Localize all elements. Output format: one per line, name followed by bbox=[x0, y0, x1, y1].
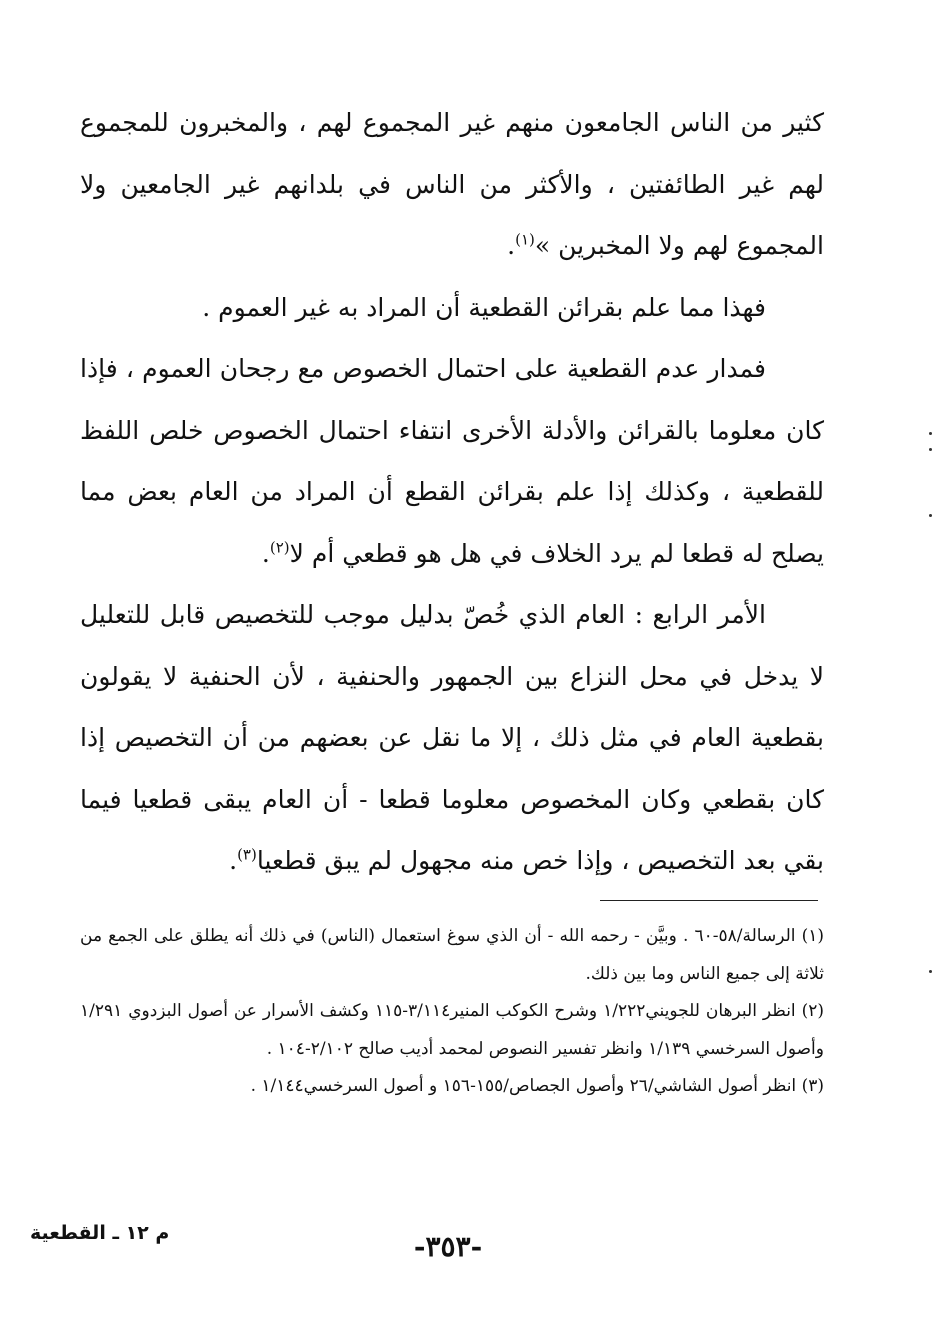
paragraph-3-text: فمدار عدم القطعية على احتمال الخصوص مع رجحان العموم ، فإذا كان معلوما بالقرائن والأدلة الأخرى انتفاء احتمال الخصوص خلص اللفظ للقطعية ، وكذلك إذا علم بقرائن القطع أن المراد من العام بعض مما يصلح له قطعا لم يرد الخلاف في هل هو قطعي أم لا bbox=[80, 354, 824, 568]
footnote-ref-2: (٢) bbox=[269, 538, 290, 557]
margin-dot bbox=[929, 514, 932, 517]
paragraph-1-text: كثير من الناس الجامعون منهم غير المجموع لهم ، والمخبرون للمجموع لهم غير الطائفتين ، والأكثر من الناس في بلدانهم غير الجامعين ولا المجموع لهم ولا المخبرين » bbox=[80, 108, 824, 260]
paragraph-2-text: فهذا مما علم بقرائن القطعية أن المراد به غير العموم . bbox=[202, 292, 766, 322]
paragraph-4-end: . bbox=[229, 846, 238, 875]
footnote-3-text: انظر أصول الشاشي/٢٦ وأصول الجصاص/١٥٥-١٥٦ و أصول السرخسي١/١٤٤ . bbox=[250, 1076, 797, 1096]
margin-dot bbox=[929, 970, 932, 973]
page-number: -٣٥٣- bbox=[413, 1230, 483, 1263]
paragraph-2 bbox=[80, 277, 824, 339]
footnote-separator bbox=[600, 900, 818, 901]
footnote-2-marker: (٢) bbox=[801, 1001, 825, 1021]
footnote-1 bbox=[80, 918, 824, 993]
footnote-1-marker: (١) bbox=[801, 926, 825, 946]
footnote-2-text: انظر البرهان للجويني١/٢٢٢ وشرح الكوكب المنير٣/١١٤-١١٥ وكشف الأسرار عن أصول البزدوي ١/٢٩١ وأصول السرخسي ١/١٣٩ وانظر تفسير النصوص لمحمد أديب صالح ٢/١٠٢-١٠٤ . bbox=[80, 1001, 824, 1059]
footnote-ref-3: (٣) bbox=[237, 845, 257, 864]
paragraph-3-end: . bbox=[261, 538, 270, 568]
margin-dot bbox=[929, 432, 932, 435]
margin-dot bbox=[929, 448, 932, 451]
paragraph-1 bbox=[80, 92, 824, 277]
footnote-3-marker: (٣) bbox=[801, 1076, 824, 1096]
footnote-3 bbox=[80, 1068, 824, 1106]
footnote-2 bbox=[80, 993, 824, 1068]
main-text bbox=[80, 92, 824, 892]
footnotes bbox=[80, 918, 824, 1106]
paragraph-1-end: . bbox=[507, 231, 516, 260]
signature-mark: م ١٢ ـ القطعية bbox=[30, 1222, 170, 1244]
paragraph-3 bbox=[80, 338, 824, 584]
footnote-ref-1: (١) bbox=[515, 230, 535, 249]
footnote-1-text: الرسالة/٥٨-٦٠ . وبيَّن - رحمه الله - أن الذي سوغ استعمال (الناس) في ذلك أنه يطلق على الجمع من ثلاثة إلى جميع الناس وما بين ذلك. bbox=[80, 926, 824, 984]
paragraph-4-text: الأمر الرابع : العام الذي خُصّ بدليل موجب للتخصيص قابل للتعليل لا يدخل في محل النزاع بين الجمهور والحنفية ، لأن الحنفية لا يقولون بقطعية العام في مثل ذلك ، إلا ما نقل عن بعضهم من أن التخصيص إذا كان بقطعي وكان المخصوص معلوما قطعا - أن العام يبقى قطعيا فيما بقي بعد التخصيص ، وإذا خص منه مجهول لم يبق قطعيا bbox=[80, 600, 824, 875]
paragraph-4 bbox=[80, 584, 824, 892]
